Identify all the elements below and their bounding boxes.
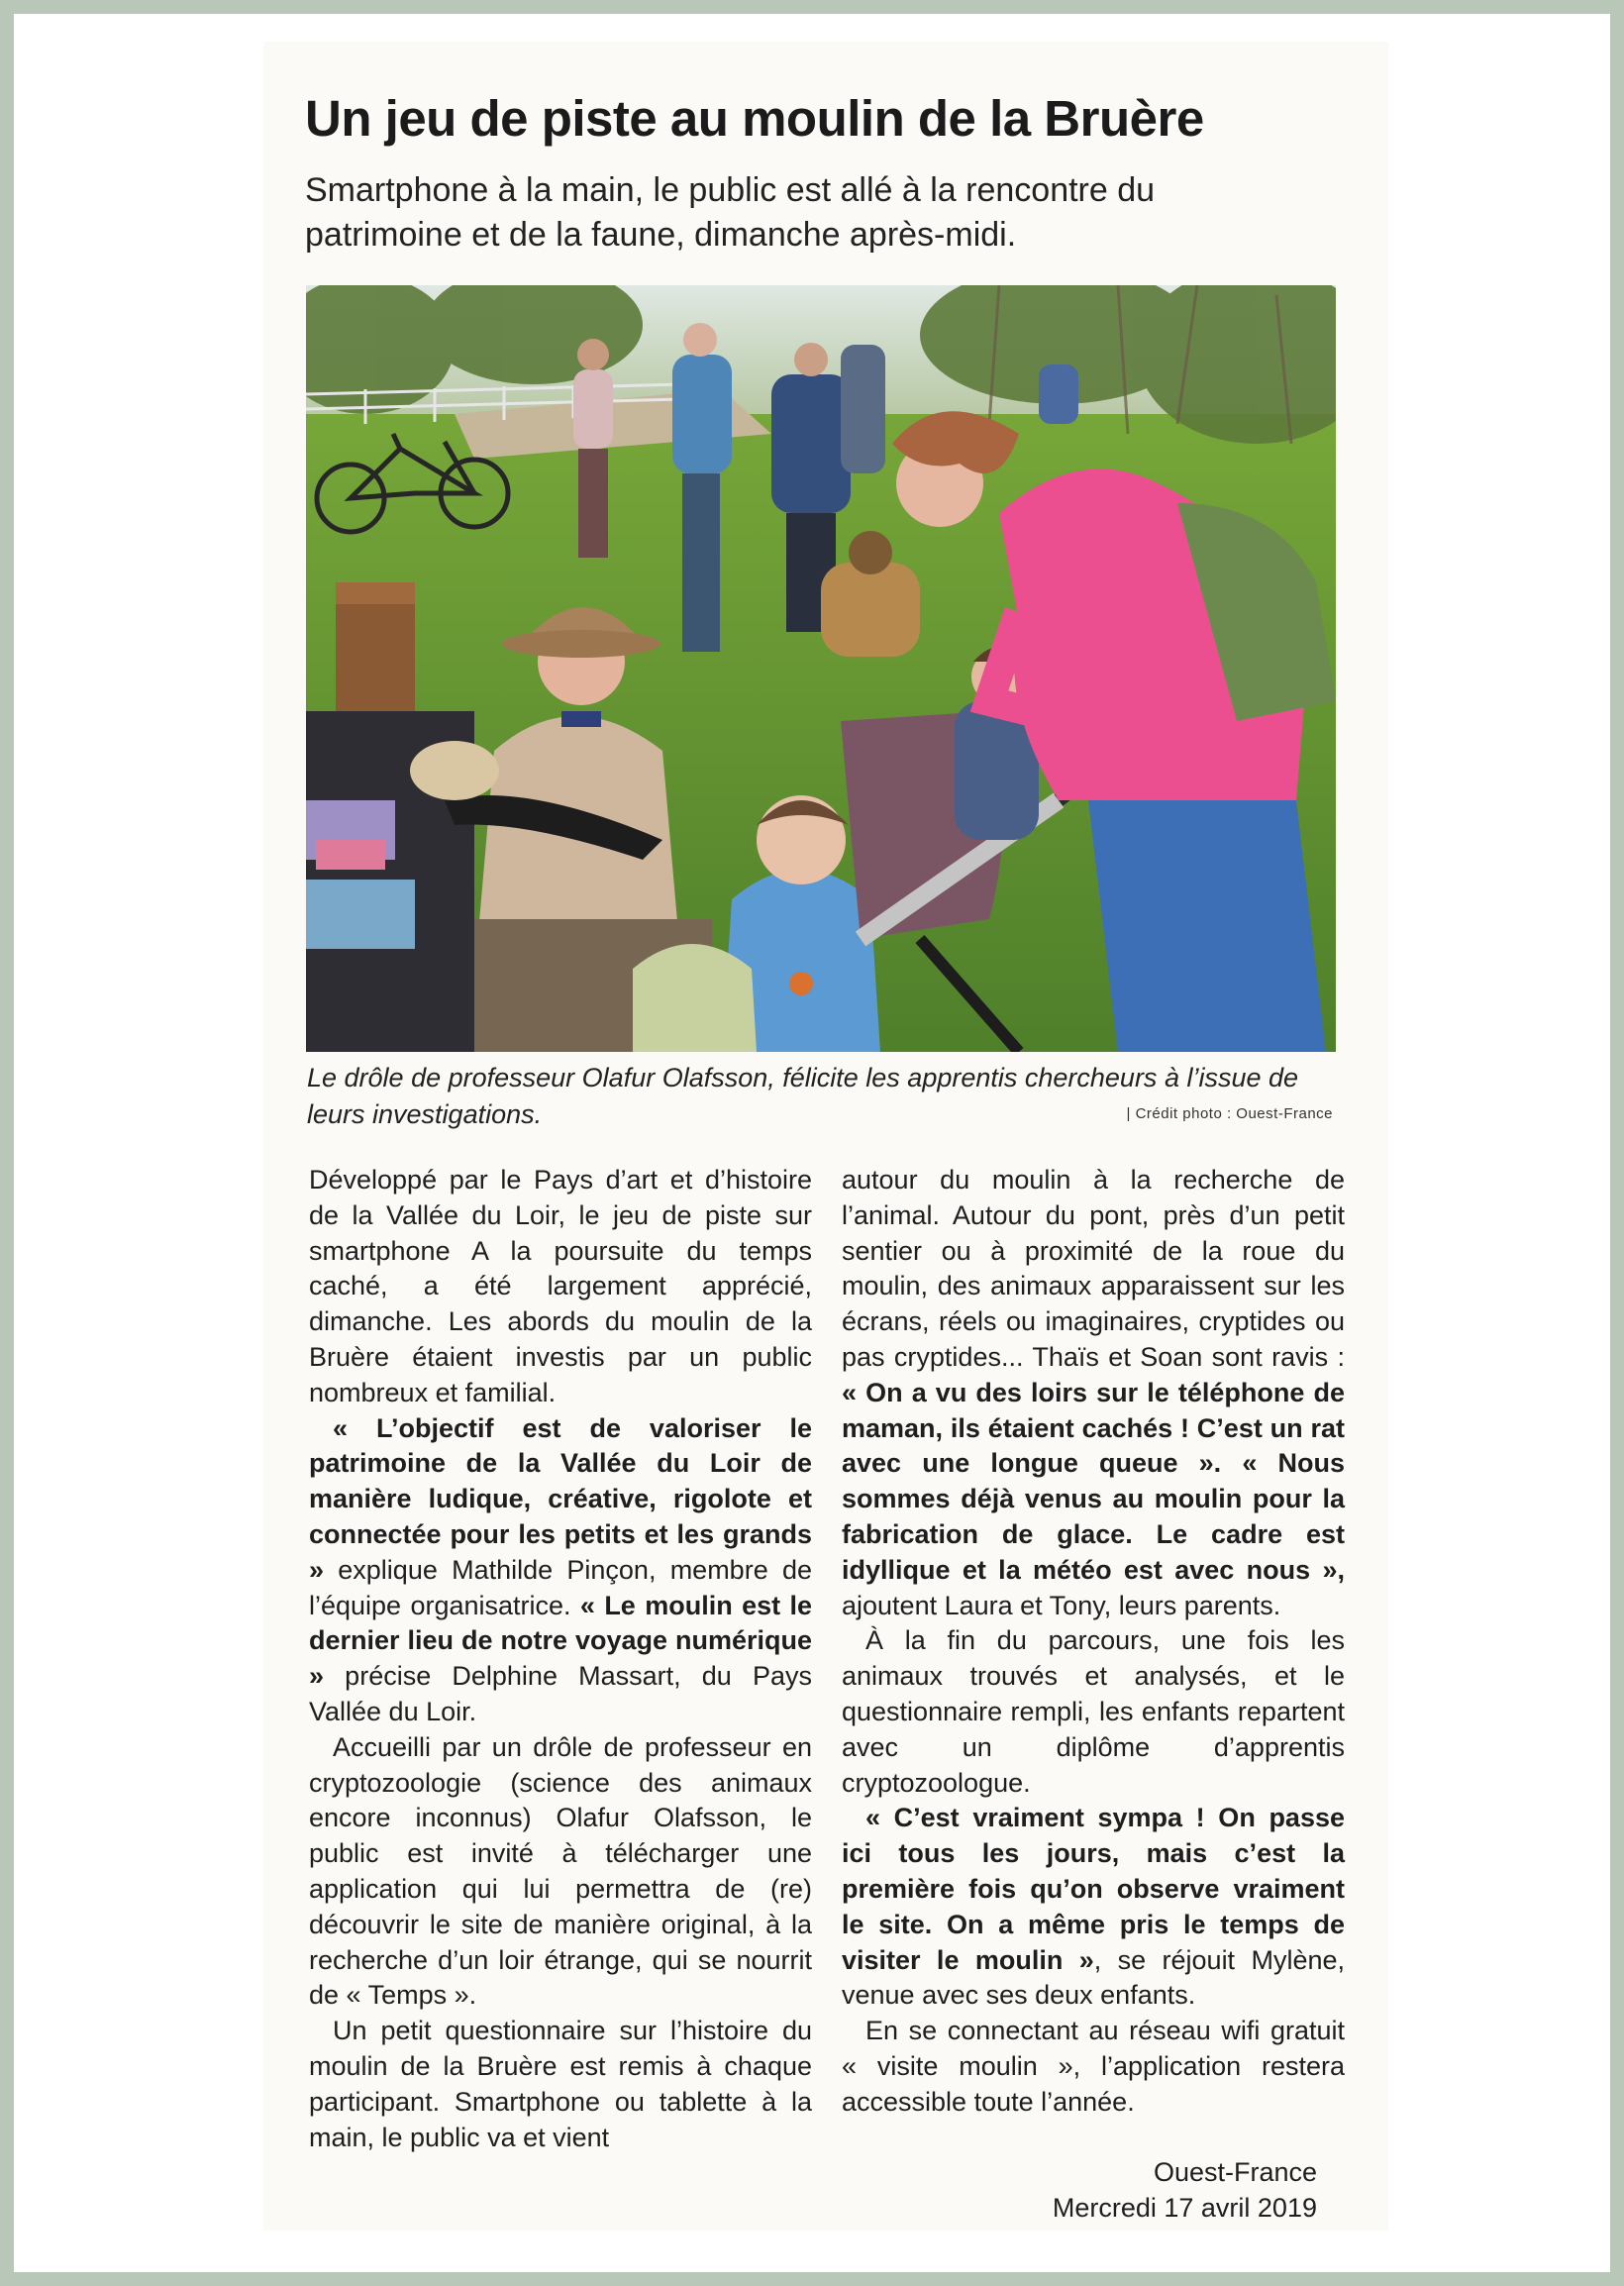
quote: « C’est vraiment sympa ! On passe ici tous les jours, mais c’est la première fois qu’on observe vraiment le site. On a même pris le temps de visiter le moulin » xyxy=(842,1803,1345,1975)
quote: « L’objectif est de valoriser le patrimoine de la Vallée du Loir de manière ludique, créative, rigolote et connectée pour les petits et les grands » xyxy=(309,1412,812,1585)
paragraph: À la fin du parcours, une fois les animaux trouvés et analysés, et le questionnaire rempli, les enfants repartent avec un diplôme d’apprentis cryptozoologue. xyxy=(842,1625,1345,1798)
article-column-right xyxy=(842,1163,1345,2121)
paragraph: Accueilli par un drôle de professeur en cryptozoologie (science des animaux encore inconnus) Olafur Olafsson, le public est invité à télécharger une application qui lui permettra de (re) découvrir le site de manière original, à la recherche d’un loir étrange, qui se nourrit de « Temps ». xyxy=(309,1731,812,2011)
text: ajoutent Laura et Tony, leurs parents. xyxy=(842,1590,1281,1620)
photo-caption: Le drôle de professeur Olafur Olafsson, félicite les apprentis chercheurs à l’issue de leurs investigations. xyxy=(307,1063,1299,1129)
text: précise Delphine Massart, du Pays Vallée du Loir. xyxy=(309,1661,812,1726)
quote: « On a vu des loirs sur le téléphone de maman, ils étaient cachés ! C’est un rat avec une longue queue ». xyxy=(842,1377,1345,1479)
text: autour du moulin à la recherche de l’animal. Autour du pont, près d’un petit sentier ou à proximité de la roue du moulin, des animaux apparaissent sur les écrans, réels ou imaginaires, cryptides ou pas cryptides... Thaïs et Soan sont ravis : xyxy=(842,1165,1345,1372)
paragraph xyxy=(842,1163,1345,1623)
quote: « Nous sommes déjà venus au moulin pour la fabrication de glace. Le cadre est idyllique et la météo est avec nous », xyxy=(842,1448,1345,1585)
quote: « Le moulin est le dernier lieu de notre voyage numérique » xyxy=(309,1590,812,1692)
photo-credit: | Crédit photo : Ouest-France xyxy=(1126,1105,1333,1122)
subheadline: Smartphone à la main, le public est allé à la rencontre du patrimoine et de la faune, dimanche après-midi. xyxy=(305,171,1156,254)
paragraph: Un petit questionnaire sur l’histoire du moulin de la Bruère est remis à chaque participant. Smartphone ou tablette à la main, le public va et vient xyxy=(309,2016,812,2152)
article-photo xyxy=(306,285,1336,1052)
publication-date: Mercredi 17 avril 2019 xyxy=(1052,2193,1317,2223)
newspaper-clipping xyxy=(263,42,1388,2231)
paragraph: En se connectant au réseau wifi gratuit « visite moulin », l’application restera accessible toute l’année. xyxy=(842,2016,1345,2117)
text: explique Mathilde Pinçon, membre de l’équipe organisatrice. xyxy=(309,1554,812,1620)
article-column-left xyxy=(309,1163,812,2155)
text: , se réjouit Mylène, venue avec ses deux enfants. xyxy=(842,1944,1345,2011)
source-name: Ouest-France xyxy=(1153,2157,1317,2187)
paragraph xyxy=(842,1801,1345,2014)
headline: Un jeu de piste au moulin de la Bruère xyxy=(305,90,1204,147)
page-frame xyxy=(14,14,1610,2272)
paragraph xyxy=(309,1411,812,1730)
photo-illustration xyxy=(306,285,1336,1052)
paragraph: Développé par le Pays d’art et d’histoire de la Vallée du Loir, le jeu de piste sur smartphone A la poursuite du temps caché, a été largement apprécié, dimanche. Les abords du moulin de la Bruère étaient investis par un public nombreux et familial. xyxy=(309,1165,812,1407)
